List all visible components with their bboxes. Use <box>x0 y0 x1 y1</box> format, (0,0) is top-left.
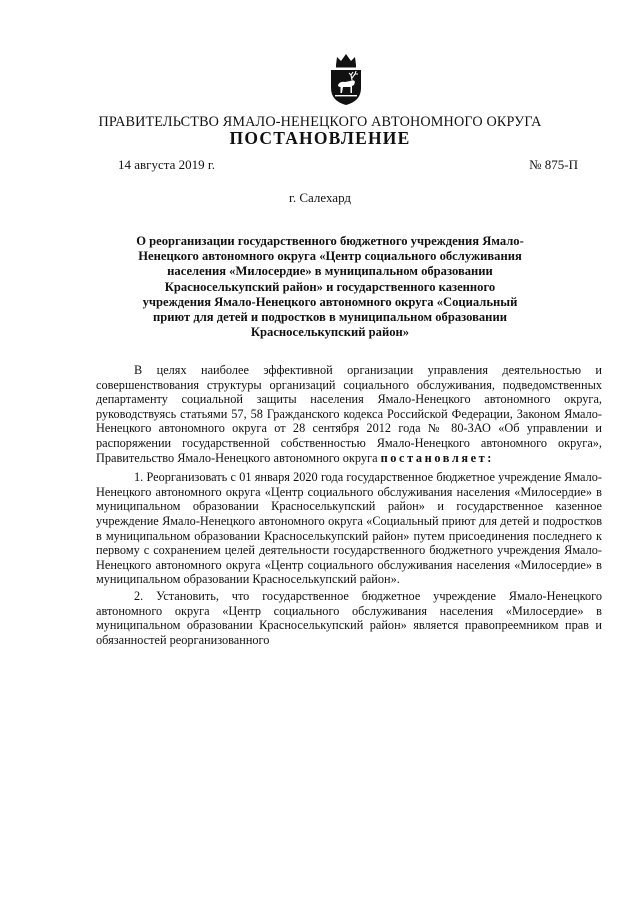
document-subject: О реорганизации государственного бюджетного учреждения Ямало-Ненецкого автономного округа «Центр социального обслуживания населения «Милосердие» в муниципальном образовании Красноселькупский район» и государственного казенного учреждения Ямало-Ненецкого автономного округа «Социальный приют для детей и подростков в муниципальном образовании Красноселькупский район» <box>136 234 524 340</box>
document-city: г. Салехард <box>288 190 352 205</box>
document-number: № 875-П <box>529 157 578 172</box>
document-type: ПОСТАНОВЛЕНИЕ <box>229 128 411 148</box>
decree-word: постановляет: <box>380 450 494 465</box>
preamble-paragraph <box>96 363 602 465</box>
document-body <box>96 363 602 649</box>
paragraph-item-2: 2. Установить, что государственное бюджетное учреждение Ямало-Ненецкого автономного округа «Центр социального обслуживания населения «Милосердие» в муниципальном образовании Красноселькупский район» является правопреемником прав и обязанностей реорганизованного <box>96 588 602 647</box>
government-name: ПРАВИТЕЛЬСТВО ЯМАЛО-НЕНЕЦКОГО АВТОНОМНОГО ОКРУГА <box>98 114 542 130</box>
coat-of-arms-emblem <box>328 52 364 106</box>
paragraph-item-1: 1. Реорганизовать с 01 января 2020 года государственное бюджетное учреждение Ямало-Ненецкого автономного округа «Центр социального обслуживания населения «Милосердие» в муниципальном образовании Красноселькупский район» и государственное казенное учреждение Ямало-Ненецкого автономного округа «Социальный приют для детей и подростков в муниципальном образовании Красноселькупский район» путем присоединения последнего к первому с сохранением целей деятельности государственного бюджетного учреждения Ямало-Ненецкого автономного округа «Центр социального обслуживания населения «Милосердие» в муниципальном образовании Красноселькупский район». <box>96 470 602 587</box>
preamble-text: В целях наиболее эффективной организации управления деятельностью и совершенствования структуры организаций социального обслуживания, подведомственных департаменту социальной защиты населения Ямало-Ненецкого автономного округа, руководствуясь статьями 57, 58 Гражданского кодекса Российской Федерации, Законом Ямало-Ненецкого автономного округа от 28 сентября 2012 года № 80-ЗАО «Об управлении и распоряжении государственной собственностью Ямало-Ненецкого автономного округа», Правительство Ямало-Ненецкого автономного округа <box>96 363 602 465</box>
document-date: 14 августа 2019 г. <box>118 157 215 172</box>
